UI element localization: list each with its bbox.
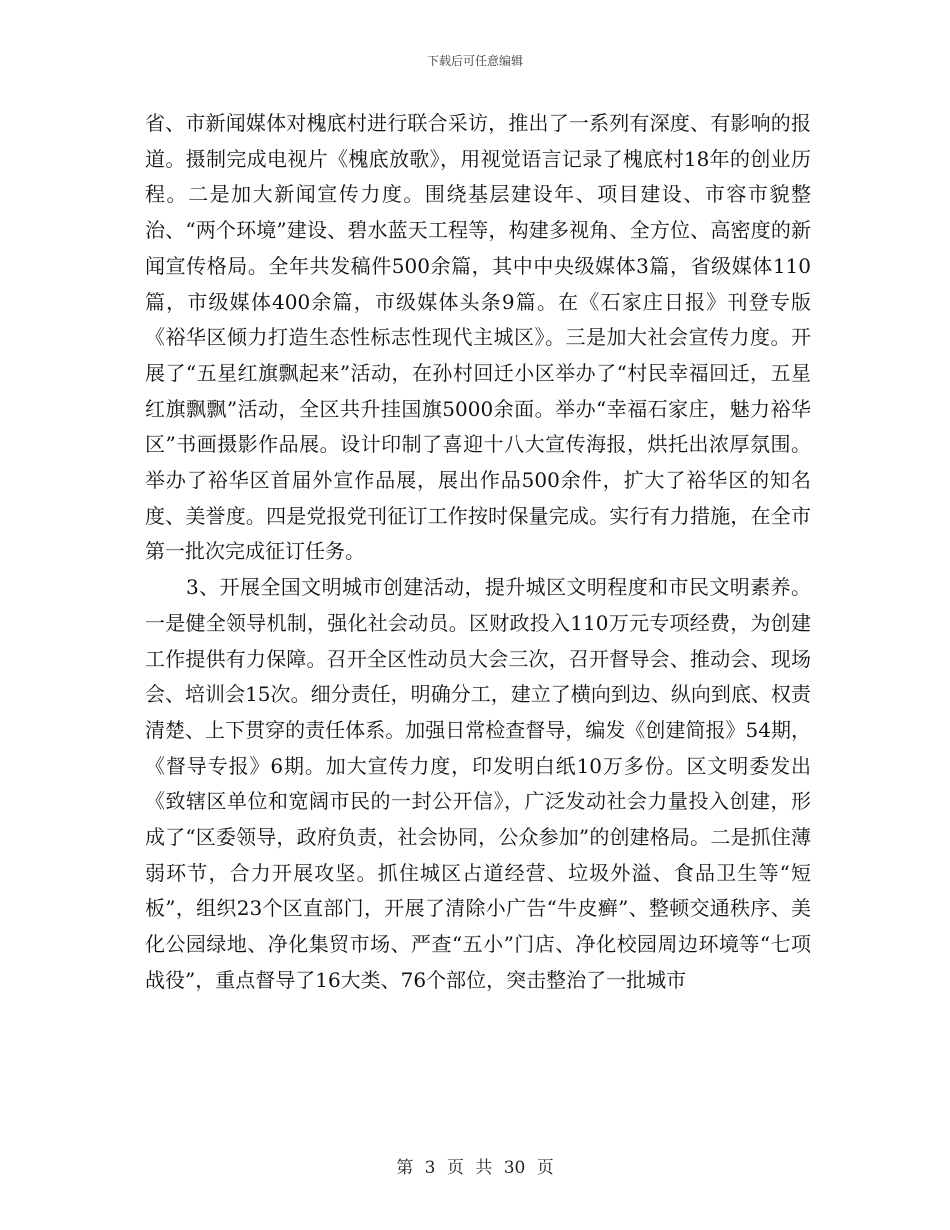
page-footer: 第 3 页 共 30 页 <box>396 1158 554 1178</box>
document-body <box>145 106 811 999</box>
paragraph-2: 3、开展全国文明城市创建活动，提升城区文明程度和市民文明素养。一是健全领导机制，强化社会动员。区财政投入110万元专项经费，为创建工作提供有力保障。召开全区性动员大会三次，召开督导会、推动会、现场会、培训会15次。细分责任，明确分工，建立了横向到边、纵向到底、权责清楚、上下贯穿的责任体系。加强日常检查督导，编发《创建简报》54期，《督导专报》6期。加大宣传力度，印发明白纸10万多份。区文明委发出《致辖区单位和宽阔市民的一封公开信》，广泛发动社会力量投入创建，形成了“区委领导，政府负责，社会协同，公众参加”的创建格局。二是抓住薄弱环节，合力开展攻坚。抓住城区占道经营、垃圾外溢、食品卫生等“短板”，组织23个区直部门，开展了清除小广告“牛皮癣”、整顿交通秩序、美化公园绿地、净化集贸市场、严查“五小”门店、净化校园周边环境等“七项战役”，重点督导了16大类、76个部位，突击整治了一批城市 <box>145 575 811 992</box>
paragraph-1: 省、市新闻媒体对槐底村进行联合采访，推出了一系列有深度、有影响的报道。摄制完成电视片《槐底放歌》，用视觉语言记录了槐底村18年的创业历程。二是加大新闻宣传力度。围绕基层建设年、项目建设、市容市貌整治、“两个环境”建设、碧水蓝天工程等，构建多视角、全方位、高密度的新闻宣传格局。全年共发稿件500余篇，其中中央级媒体3篇，省级媒体110篇，市级媒体400余篇，市级媒体头条9篇。在《石家庄日报》刊登专版《裕华区倾力打造生态性标志性现代主城区》。三是加大社会宣传力度。开展了“五星红旗飘起来”活动，在孙村回迁小区举办了“村民幸福回迁，五星红旗飘飘”活动，全区共升挂国旗5000余面。举办“幸福石家庄，魅力裕华区”书画摄影作品展。设计印制了喜迎十八大宣传海报，烘托出浓厚氛围。举办了裕华区首届外宣作品展，展出作品500余件，扩大了裕华区的知名度、美誉度。四是党报党刊征订工作按时保量完成。实行有力措施，在全市第一批次完成征订任务。 <box>145 111 811 564</box>
page-header: 下载后可任意编辑 <box>426 54 523 68</box>
